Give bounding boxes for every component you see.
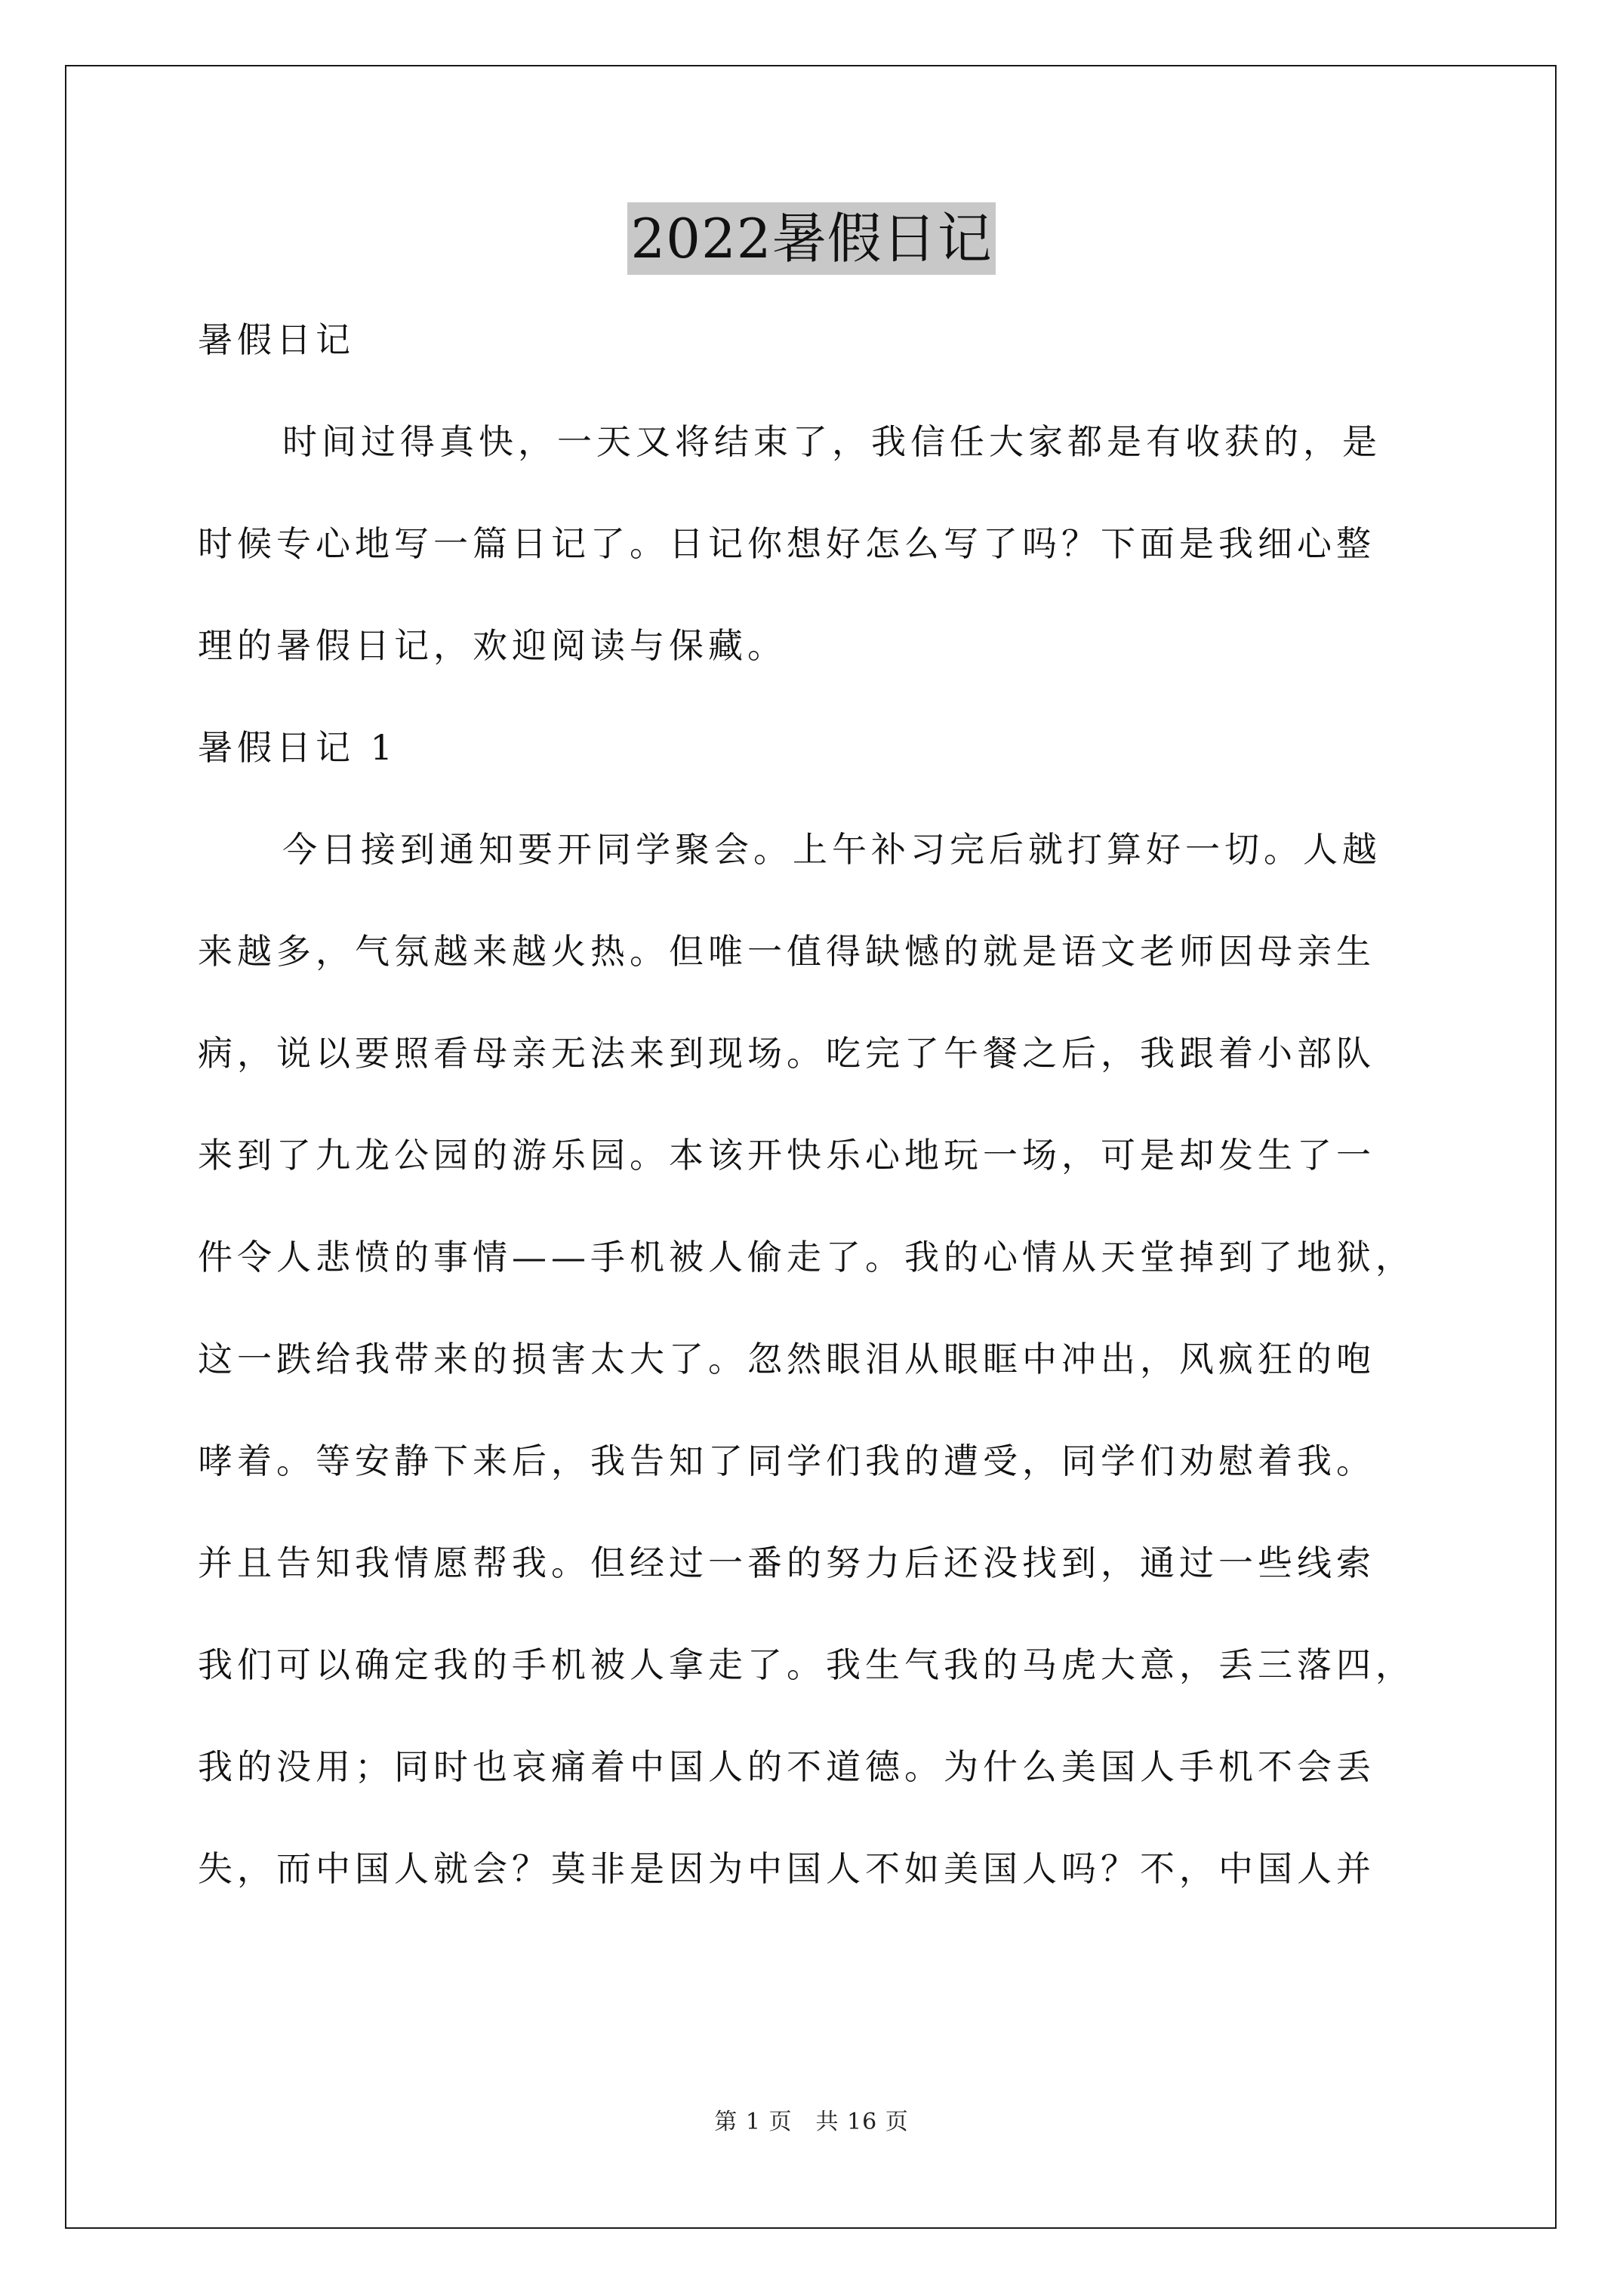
paragraph-line: 件令人悲愤的事情——手机被人偷走了。我的心情从天堂掉到了地狱， [198,1237,1415,1277]
paragraph-line: 这一跌给我带来的损害太大了。忽然眼泪从眼眶中冲出，风疯狂的咆 [198,1339,1375,1379]
document-body [198,302,1466,1933]
paragraph-line: 我的没用；同时也哀痛着中国人的不道德。为什么美国人手机不会丢 [198,1746,1375,1787]
paragraph-line: 时间过得真快，一天又将结束了，我信任大家都是有收获的，是 [282,421,1381,462]
section-heading: 暑假日记 1 [198,727,397,768]
paragraph-line: 来越多，气氛越来越火热。但唯一值得缺憾的就是语文老师因母亲生 [198,931,1375,972]
page-footer: 第 1 页 共 16 页 [714,2109,909,2135]
paragraph-line: 今日接到通知要开同学聚会。上午补习完后就打算好一切。人越 [282,829,1381,870]
paragraph-line: 时候专心地写一篇日记了。日记你想好怎么写了吗？下面是我细心整 [198,523,1375,564]
document-title: 2022暑假日记 [627,202,995,275]
title-container [0,202,1623,275]
paragraph-line: 失，而中国人就会？莫非是因为中国人不如美国人吗？不，中国人并 [198,1848,1375,1889]
paragraph-line: 理的暑假日记，欢迎阅读与保藏。 [198,625,787,666]
paragraph-line: 来到了九龙公园的游乐园。本该开快乐心地玩一场，可是却发生了一 [198,1135,1375,1176]
paragraph-line: 病，说以要照看母亲无法来到现场。吃完了午餐之后，我跟着小部队 [198,1033,1375,1074]
section-heading: 暑假日记 [198,319,355,360]
paragraph-line: 哮着。等安静下来后，我告知了同学们我的遭受，同学们劝慰着我。 [198,1441,1375,1481]
paragraph-line: 并且告知我情愿帮我。但经过一番的努力后还没找到，通过一些线索 [198,1542,1375,1583]
paragraph-line: 我们可以确定我的手机被人拿走了。我生气我的马虎大意，丢三落四， [198,1644,1415,1685]
